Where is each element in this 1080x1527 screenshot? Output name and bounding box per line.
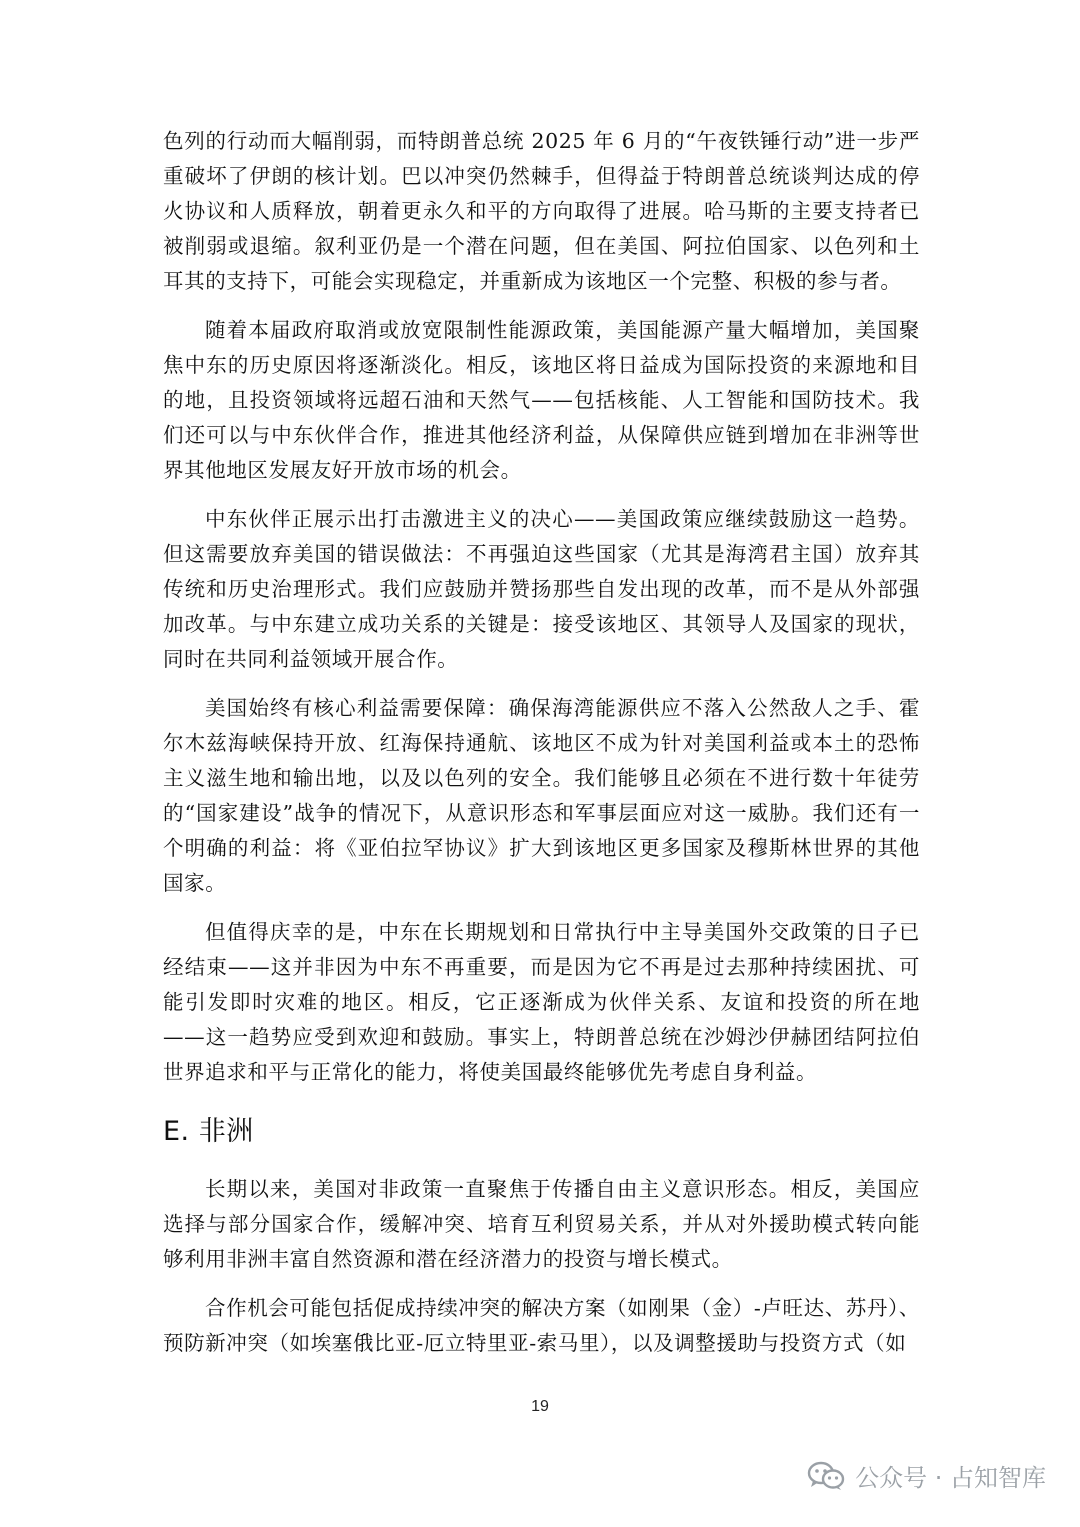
paragraph: 合作机会可能包括促成持续冲突的解决方案（如刚果（金）-卢旺达、苏丹）、预防新冲突（如埃塞俄比亚-厄立特里亚-索马里），以及调整援助与投资方式（如 [163,1296,920,1355]
watermark [807,1458,1046,1493]
paragraph: 中东伙伴正展示出打击激进主义的决心——美国政策应继续鼓励这一趋势。但这需要放弃美国的错误做法：不再强迫这些国家（尤其是海湾君主国）放弃其传统和历史治理形式。我们应鼓励并赞扬那些自发出现的改革，而不是从外部强加改革。与中东建立成功关系的关键是：接受该地区、其领导人及国家的现状，同时在共同利益领域开展合作。 [163,507,920,671]
paragraph: 长期以来，美国对非政策一直聚焦于传播自由主义意识形态。相反，美国应选择与部分国家合作，缓解冲突、培育互利贸易关系，并从对外援助模式转向能够利用非洲丰富自然资源和潜在经济潜力的投资与增长模式。 [163,1177,920,1271]
page-number: 19 [531,1398,549,1415]
paragraph: 随着本届政府取消或放宽限制性能源政策，美国能源产量大幅增加，美国聚焦中东的历史原因将逐渐淡化。相反，该地区将日益成为国际投资的来源地和目的地，且投资领域将远超石油和天然气——包括核能、人工智能和国防技术。我们还可以与中东伙伴合作，推进其他经济利益，从保障供应链到增加在非洲等世界其他地区发展友好开放市场的机会。 [163,318,920,482]
paragraph: 美国始终有核心利益需要保障：确保海湾能源供应不落入公然敌人之手、霍尔木兹海峡保持开放、红海保持通航、该地区不成为针对美国利益或本土的恐怖主义滋生地和输出地，以及以色列的安全。我们能够且必须在不进行数十年徒劳的“国家建设”战争的情况下，从意识形态和军事层面应对这一威胁。我们还有一个明确的利益：将《亚伯拉罕协议》扩大到该地区更多国家及穆斯林世界的其他国家。 [163,696,920,895]
watermark-text: 公众号 · 占知智库 [855,1464,1046,1492]
body-text [163,124,920,1375]
wechat-icon [807,1461,845,1491]
paragraph: 但值得庆幸的是，中东在长期规划和日常执行中主导美国外交政策的日子已经结束——这并非因为中东不再重要，而是因为它不再是过去那种持续困扰、可能引发即时灾难的地区。相反，它正逐渐成为伙伴关系、友谊和投资的所在地——这一趋势应受到欢迎和鼓励。事实上，特朗普总统在沙姆沙伊赫团结阿拉伯世界追求和平与正常化的能力，将使美国最终能够优先考虑自身利益。 [163,920,920,1084]
section-heading: E. 非洲 [163,1116,254,1147]
paragraph-continuation: 色列的行动而大幅削弱，而特朗普总统 2025 年 6 月的“午夜铁锤行动”进一步严重破坏了伊朗的核计划。巴以冲突仍然棘手，但得益于特朗普总统谈判达成的停火协议和人质释放，朝着更永久和平的方向取得了进展。哈马斯的主要支持者已被削弱或退缩。叙利亚仍是一个潜在问题，但在美国、阿拉伯国家、以色列和土耳其的支持下，可能会实现稳定，并重新成为该地区一个完整、积极的参与者。 [163,129,920,293]
